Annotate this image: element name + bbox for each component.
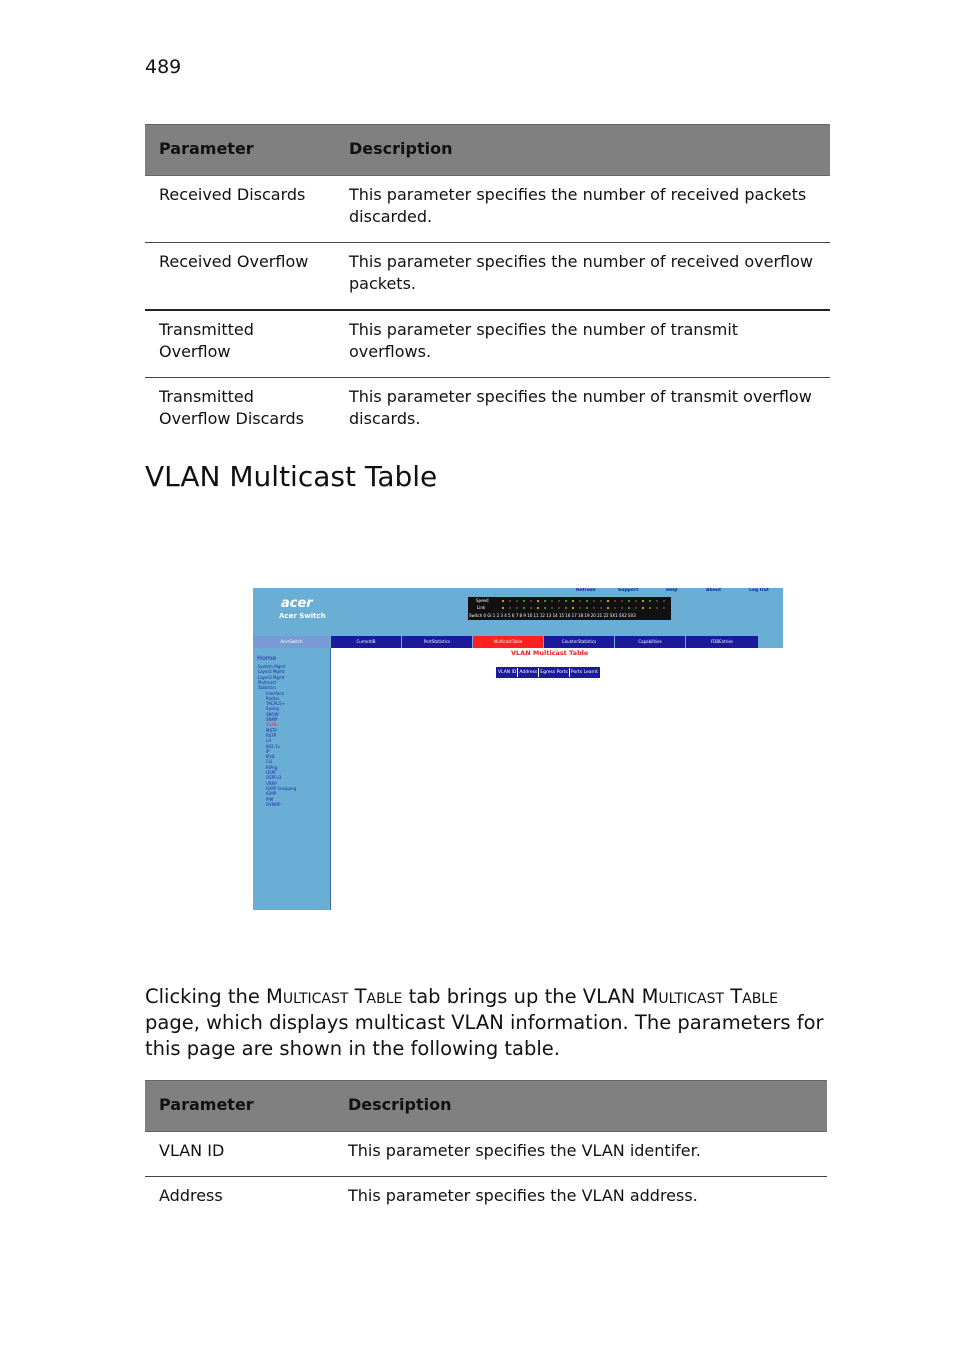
tab-counter-statistics[interactable]: CounterStatistics bbox=[544, 636, 614, 648]
port-led bbox=[621, 607, 623, 609]
tab-port-statistics[interactable]: PortStatistics bbox=[402, 636, 472, 648]
content-title: VLAN Multicast Table bbox=[511, 649, 589, 657]
port-led bbox=[593, 607, 595, 609]
port-led bbox=[600, 600, 602, 602]
table-row bbox=[145, 1177, 827, 1222]
sidebar-item[interactable]: System Mgmt bbox=[258, 664, 286, 669]
paragraph-text: Clicking the bbox=[145, 985, 267, 1008]
column-ports-learnt: Ports Learnt bbox=[570, 670, 598, 675]
support-link[interactable]: Support bbox=[618, 588, 639, 593]
sidebar-item[interactable]: SNOW bbox=[266, 711, 279, 717]
sidebar-item[interactable]: Layer2 Mgmt bbox=[258, 669, 285, 675]
port-led bbox=[614, 607, 616, 609]
sidebar-item[interactable]: Layer3 Mgmt bbox=[258, 674, 285, 680]
port-led bbox=[558, 600, 560, 602]
parameter-cell: Transmitted Overflow Discards bbox=[159, 387, 305, 428]
paragraph-smallcaps-term: Multicast Table bbox=[266, 985, 403, 1008]
column-header-description: Description bbox=[335, 125, 830, 176]
port-led bbox=[579, 600, 581, 602]
column-header-parameter: Parameter bbox=[145, 125, 335, 176]
brand-subtitle: Acer Switch bbox=[279, 612, 326, 620]
paragraph-smallcaps-term: Multicast Table bbox=[641, 985, 778, 1008]
port-led bbox=[572, 607, 574, 609]
sidebar-item[interactable]: 802.1x bbox=[266, 743, 280, 749]
parameter-table-2 bbox=[145, 1080, 827, 1222]
port-led bbox=[593, 600, 595, 602]
table-row bbox=[145, 243, 830, 311]
help-link[interactable]: Help bbox=[666, 588, 678, 593]
port-led bbox=[614, 600, 616, 602]
port-led bbox=[656, 600, 658, 602]
port-led bbox=[502, 600, 504, 602]
port-led bbox=[509, 600, 511, 602]
column-header-description: Description bbox=[334, 1081, 827, 1132]
port-led bbox=[530, 600, 532, 602]
sidebar-item[interactable]: PIM bbox=[266, 796, 274, 802]
port-led bbox=[537, 607, 539, 609]
port-led bbox=[586, 607, 588, 609]
port-led bbox=[537, 600, 539, 602]
table-row bbox=[145, 176, 830, 243]
sidebar-item[interactable]: VLAN bbox=[266, 722, 277, 728]
port-led bbox=[523, 600, 525, 602]
sidebar-item[interactable]: OSPFv3 bbox=[266, 775, 282, 781]
port-led bbox=[607, 600, 609, 602]
port-led bbox=[649, 600, 651, 602]
body-paragraph bbox=[145, 984, 835, 1062]
parameter-cell: Address bbox=[159, 1186, 223, 1205]
column-header-parameter: Parameter bbox=[145, 1081, 334, 1132]
port-led bbox=[565, 600, 567, 602]
parameter-cell: VLAN ID bbox=[145, 1132, 334, 1177]
sidebar-item[interactable]: Statistics bbox=[258, 685, 277, 691]
port-led bbox=[663, 600, 665, 602]
parameter-cell: Received Overflow bbox=[145, 243, 335, 311]
port-led bbox=[516, 607, 518, 609]
port-led bbox=[642, 600, 644, 602]
tab-multicast-table[interactable]: MulticastTable bbox=[473, 636, 543, 648]
description-cell: This parameter specifies the number of transmit overflow discards. bbox=[349, 387, 812, 428]
table-row bbox=[145, 1132, 827, 1177]
description-cell: This parameter specifies the number of transmit overflows. bbox=[335, 310, 830, 378]
port-led bbox=[656, 607, 658, 609]
about-link[interactable]: About bbox=[706, 588, 722, 593]
sidebar-item[interactable]: CLI bbox=[266, 759, 273, 765]
section-title: VLAN Multicast Table bbox=[145, 460, 438, 493]
port-led bbox=[509, 607, 511, 609]
sidebar-item[interactable]: LA bbox=[266, 738, 272, 744]
sidebar-home-link[interactable]: Home bbox=[257, 654, 277, 662]
sidebar-item[interactable]: TACACS+ bbox=[266, 701, 285, 707]
port-led bbox=[607, 607, 609, 609]
sidebar-item[interactable]: DVMRP bbox=[266, 801, 281, 807]
port-led bbox=[579, 607, 581, 609]
tab-fdb-entries[interactable]: FDBEntries bbox=[686, 636, 758, 648]
port-led bbox=[551, 600, 553, 602]
port-led bbox=[544, 607, 546, 609]
port-led bbox=[621, 600, 623, 602]
sidebar-item[interactable]: RIPng bbox=[266, 764, 278, 770]
port-led bbox=[628, 607, 630, 609]
port-led bbox=[565, 607, 567, 609]
port-led bbox=[586, 600, 588, 602]
refresh-link[interactable]: Refresh bbox=[576, 588, 596, 593]
parameter-cell: Received Discards bbox=[145, 176, 335, 243]
port-led bbox=[523, 607, 525, 609]
table-row bbox=[145, 378, 830, 445]
acer-logo: acer bbox=[281, 596, 313, 611]
port-led bbox=[551, 607, 553, 609]
description-cell: This parameter specifies the number of received overflow packets. bbox=[335, 243, 830, 311]
sidebar-item[interactable]: IGMP bbox=[266, 791, 277, 797]
table-row bbox=[145, 310, 830, 378]
sidebar-item[interactable]: IPv6 bbox=[266, 754, 275, 760]
port-led bbox=[572, 600, 574, 602]
port-led bbox=[642, 607, 644, 609]
column-vlan-id: VLAN ID bbox=[498, 670, 517, 675]
sidebar-item[interactable]: Radius bbox=[266, 695, 280, 701]
sidebar-item[interactable]: SNMP bbox=[266, 717, 278, 722]
sidebar-item[interactable]: OSPF bbox=[266, 770, 277, 775]
port-led bbox=[635, 600, 637, 602]
tab-acerswitch[interactable]: AcerSwitch bbox=[253, 636, 330, 648]
paragraph-text: page, which displays multicast VLAN information. The parameters for this page are shown in the following table. bbox=[145, 1011, 824, 1060]
sidebar bbox=[253, 648, 331, 910]
description-cell: This parameter specifies the VLAN identifer. bbox=[334, 1132, 827, 1177]
speed-label: Speed bbox=[476, 598, 489, 603]
description-cell: This parameter specifies the VLAN address. bbox=[348, 1186, 698, 1205]
port-led bbox=[663, 607, 665, 609]
description-cell: This parameter specifies the number of received packets discarded. bbox=[335, 176, 830, 243]
sidebar-item[interactable]: IGMP Snooping bbox=[266, 785, 297, 791]
sidebar-item[interactable]: MSTP bbox=[266, 727, 277, 733]
port-led bbox=[649, 607, 651, 609]
port-led bbox=[628, 600, 630, 602]
sidebar-item[interactable]: VRRP bbox=[266, 780, 277, 786]
sidebar-item[interactable]: IP bbox=[266, 748, 270, 754]
page-number: 489 bbox=[145, 56, 182, 78]
tab-currentib[interactable]: CurrentIB bbox=[331, 636, 401, 648]
sidebar-item[interactable]: Interface bbox=[266, 690, 284, 696]
logout-link[interactable]: Log Out bbox=[749, 588, 769, 593]
port-led bbox=[600, 607, 602, 609]
port-led bbox=[635, 607, 637, 609]
sidebar-item[interactable]: Syslog bbox=[266, 706, 280, 712]
switch-ui-screenshot bbox=[253, 588, 783, 910]
port-status-panel bbox=[468, 597, 671, 620]
sidebar-item[interactable]: Multicast bbox=[258, 679, 277, 685]
port-led bbox=[544, 600, 546, 602]
column-address: Address bbox=[519, 670, 538, 675]
paragraph-text: tab brings up the VLAN bbox=[402, 985, 642, 1008]
port-led bbox=[502, 607, 504, 609]
top-links bbox=[573, 588, 783, 596]
multicast-table-header bbox=[496, 667, 600, 678]
sidebar-item[interactable]: RSTP bbox=[266, 732, 277, 738]
switch-ports-label: Switch 0 Gi 1 2 3 4 5 6 7 8 9 10 11 12 13 14 15 16 17 18 19 20 21 22 SX1 SX2 SX3 bbox=[469, 613, 636, 618]
port-led bbox=[558, 607, 560, 609]
link-label: Link bbox=[477, 605, 486, 610]
tab-capabilities[interactable]: Capabilities bbox=[615, 636, 685, 648]
parameter-table-1 bbox=[145, 124, 830, 445]
column-egress-ports: Egress Ports bbox=[540, 670, 568, 675]
port-led bbox=[516, 600, 518, 602]
port-led bbox=[530, 607, 532, 609]
parameter-cell: Transmitted Overflow bbox=[145, 310, 335, 378]
